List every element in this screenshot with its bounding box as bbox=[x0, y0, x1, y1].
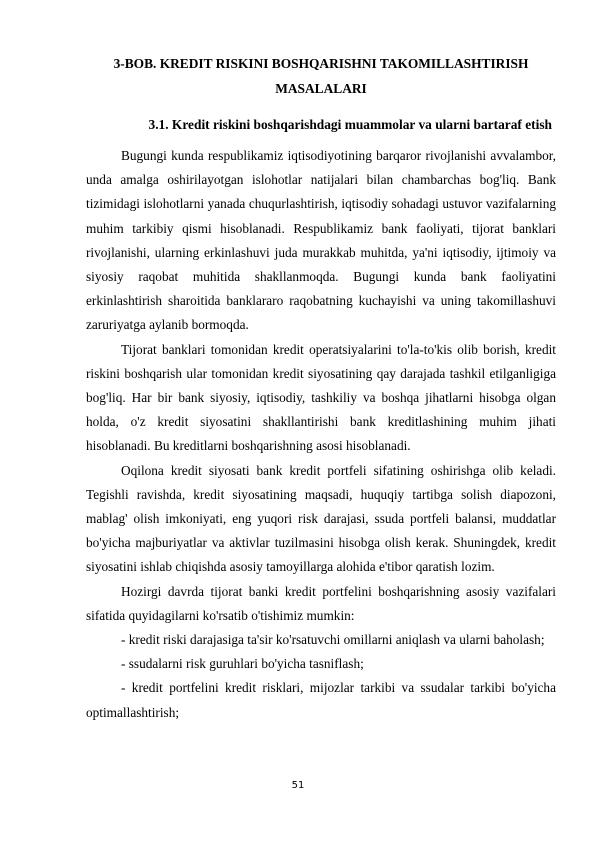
paragraph: Oqilona kredit siyosati bank kredit portfeli sifatining oshirishga olib keladi. Tegishli ravishda, kredit siyosatining maqsadi, huquqiy tartibga solish diapozoni, mablag' olish imkoniyati, eng yuqori risk darajasi, ssuda portfeli balansi, muddatlar bo'yicha majburiyatlar va aktivlar tuzilmasini hisobga olish kerak. Shuningdek, kredit siyosatini ishlab chiqishda asosiy tamoyillarga alohida e'tibor qaratish lozim. bbox=[86, 462, 556, 575]
paragraph: Bugungi kunda respublikamiz iqtisodiyotining barqaror rivojlanishi avvalambor, unda amalga oshirilayotgan islohotlar natijalari bilan chambarchas bog'liq. Bank tizimidagi islohotlarni yanada chuqurlashtirish, iqtisodiy sohadagi ustuvor vazifalarning muhim tarkibiy qismi hisoblanadi. Respublikamiz bank faoliyati, tijorat banklari rivojlanishi, ularning erkinlashuvi juda murakkab muhitda, ya'ni iqtisodiy, ijtimoiy va siyosiy raqobat muhitida shakllanmoqda. Bugungi kunda bank faoliyatini erkinlashtirish sharoitida banklararo raqobatning kuchayishi va uning takomillashuvi zaruriyatga aylanib bormoqda. bbox=[86, 148, 556, 333]
body-text bbox=[86, 144, 556, 725]
chapter-title-line-1: 3-BOB. KREDIT RISKINI BOSHQARISHNI TAKOMILLASHTIRISH bbox=[113, 56, 529, 71]
paragraph: Tijorat banklari tomonidan kredit operatsiyalarini to'la-to'kis olib borish, kredit riskini boshqarish ular tomonidan kredit siyosatining qay darajada tashkil etilganligiga bog'liq. Har bir bank siyosiy, iqtisodiy, tashkiliy va boshqa jihatlarni hisobga olgan holda, o'z kredit siyosatini shakllantirishi bank kreditlashining muhim jihati hisoblanadi. Bu kreditlarni boshqarishning asosi hisoblanadi. bbox=[86, 341, 556, 454]
page-number: 51 bbox=[291, 780, 305, 791]
section-title: 3.1. Kredit riskini boshqarishdagi muammolar va ularni bartaraf etish bbox=[148, 117, 552, 132]
list-item: - kredit riski darajasiga ta'sir ko'rsatuvchi omillarni aniqlash va ularni baholash; bbox=[121, 632, 545, 648]
chapter-title bbox=[86, 51, 556, 101]
list-item: - kredit portfelini kredit risklari, mijozlar tarkibi va ssudalar tarkibi bo'yicha optimallashtirish; bbox=[86, 680, 556, 720]
list-item: - ssudalarni risk guruhlari bo'yicha tasniflash; bbox=[121, 656, 364, 672]
paragraph: Hozirgi davrda tijorat banki kredit portfelini boshqarishning asosiy vazifalari sifatida quyidagilarni ko'rsatib o'tishimiz mumkin: bbox=[86, 583, 556, 623]
chapter-title-line-2: MASALALARI bbox=[275, 81, 367, 96]
